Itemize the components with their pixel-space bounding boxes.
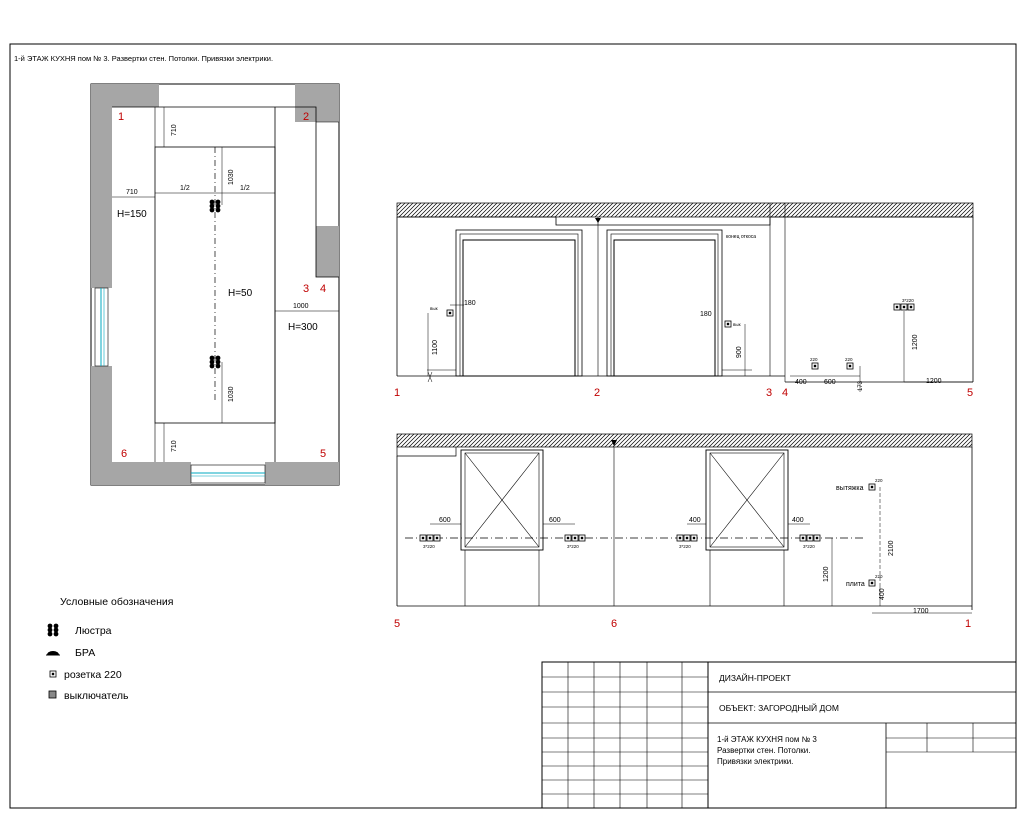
dim-1030: 1030 [228, 386, 235, 402]
floor-plan [91, 84, 339, 485]
dim-600: 600 [439, 517, 451, 524]
sconce-icon [47, 651, 59, 655]
wall-label: 5 [967, 387, 974, 399]
sheet-title: 1-й ЭТАЖ КУХНЯ пом № 3. Развертки стен. Потолки. Привязки электрики. [14, 54, 274, 63]
wall-label: 3 [766, 387, 773, 399]
corner-label: 4 [320, 283, 327, 295]
window [191, 465, 265, 483]
wall-label: 1 [394, 387, 401, 399]
outlet-label: 3*220 [423, 544, 435, 549]
dim-1030: 1030 [228, 169, 235, 185]
dim-710: 710 [171, 124, 178, 136]
dim-710: 710 [126, 189, 138, 196]
window [706, 450, 788, 606]
dim-400: 400 [792, 517, 804, 524]
sheet-description: Развертки стен. Потолки. [717, 746, 811, 755]
wall-label: 4 [782, 387, 789, 399]
ceiling-height: H=50 [228, 288, 253, 299]
outlet-label: 3*220 [902, 298, 914, 303]
outlet-icon [847, 363, 853, 369]
corner-label: 3 [303, 283, 310, 295]
window [95, 288, 108, 366]
dim-180: 180 [464, 300, 476, 307]
elevation-walls-1-5 [394, 203, 973, 399]
window [461, 450, 543, 606]
note: конец откоса [726, 234, 757, 240]
title-block [542, 662, 1016, 808]
legend-item: Люстра [75, 625, 112, 637]
outlet-label: 3*220 [567, 544, 579, 549]
dim-600: 600 [824, 379, 836, 386]
dim-180: 180 [700, 311, 712, 318]
corner-label: 2 [303, 111, 310, 123]
outlet-icon [50, 671, 56, 677]
outlet-label: 220 [875, 574, 883, 579]
outlet-icon [814, 535, 820, 541]
outlet-label: 220 [845, 357, 853, 362]
outlet-group [565, 535, 585, 541]
wall-label: 5 [394, 618, 401, 630]
dim-half: 1/2 [180, 185, 190, 192]
legend-item: выключатель [64, 690, 129, 702]
dim-1700: 1700 [913, 608, 929, 615]
switch-icon [447, 310, 453, 316]
ceiling-height: H=300 [288, 322, 318, 333]
hood-callout: вытяжка [836, 485, 864, 492]
corner-label: 6 [121, 448, 128, 460]
dim-400: 400 [879, 588, 886, 600]
outlet-label: 220 [810, 357, 818, 362]
outlet-icon [807, 535, 813, 541]
chandelier-icon [48, 624, 59, 637]
outlet-icon [800, 535, 806, 541]
outlet-group [800, 535, 820, 541]
outlet-icon [901, 304, 907, 310]
outlet-icon [869, 484, 875, 490]
dim-900: 900 [736, 346, 743, 358]
dim-1000: 1000 [293, 303, 309, 310]
outlet-label: 3*220 [803, 544, 815, 549]
wall [91, 462, 191, 485]
corner-label: 1 [118, 111, 125, 123]
outlet-group [420, 535, 440, 541]
outlet-icon [420, 535, 426, 541]
dim-1100: 1100 [432, 339, 439, 355]
dim-2100: 2100 [888, 540, 895, 556]
outlet-icon [869, 580, 875, 586]
object-label: ОБЪЕКТ: ЗАГОРОДНЫЙ ДОМ [719, 703, 839, 713]
legend-title: Условные обозначения [60, 596, 174, 608]
wall [316, 226, 339, 277]
corner-label: 5 [320, 448, 327, 460]
ceiling-height: H=150 [117, 209, 147, 220]
outlet-icon [572, 535, 578, 541]
outlet-icon [677, 535, 683, 541]
dim-1200: 1200 [926, 378, 942, 385]
outlet-icon [894, 304, 900, 310]
dim-1200: 1200 [912, 334, 919, 350]
stove-callout: плита [846, 581, 865, 588]
outlet-icon [565, 535, 571, 541]
project-label: ДИЗАЙН-ПРОЕКТ [719, 673, 791, 683]
outlet-icon [579, 535, 585, 541]
wall [265, 462, 339, 485]
dim-1200: 1200 [823, 566, 830, 582]
wall-label: 6 [611, 618, 618, 630]
sheet-description: Привязки электрики. [717, 757, 794, 766]
legend-item: БРА [75, 647, 96, 659]
door [607, 230, 722, 376]
outlet-label: 3*220 [679, 544, 691, 549]
outlet-icon [908, 304, 914, 310]
switch-label: вык [430, 306, 438, 311]
outlet-group [894, 304, 914, 310]
outlet-icon [434, 535, 440, 541]
switch-icon [49, 691, 56, 698]
wall [295, 84, 339, 122]
dim-400: 400 [689, 517, 701, 524]
outlet-icon [684, 535, 690, 541]
wall [91, 84, 112, 288]
outlet-icon [427, 535, 433, 541]
outlet-label: 220 [875, 478, 883, 483]
outlet-icon [812, 363, 818, 369]
dim-173: 173 [858, 380, 864, 391]
dim-710: 710 [171, 440, 178, 452]
outlet-icon [691, 535, 697, 541]
wall-label: 1 [965, 618, 972, 630]
switch-icon [725, 321, 731, 327]
dim-600: 600 [549, 517, 561, 524]
dim-400: 400 [795, 379, 807, 386]
wall-label: 2 [594, 387, 601, 399]
legend [46, 596, 173, 702]
outlet-group [677, 535, 697, 541]
legend-item: розетка 220 [64, 669, 122, 681]
switch-label: вык [733, 322, 741, 327]
dim-half: 1/2 [240, 185, 250, 192]
sheet-description: 1-й ЭТАЖ КУХНЯ пом № 3 [717, 735, 817, 744]
elevation-walls-5-6-1 [394, 434, 972, 630]
